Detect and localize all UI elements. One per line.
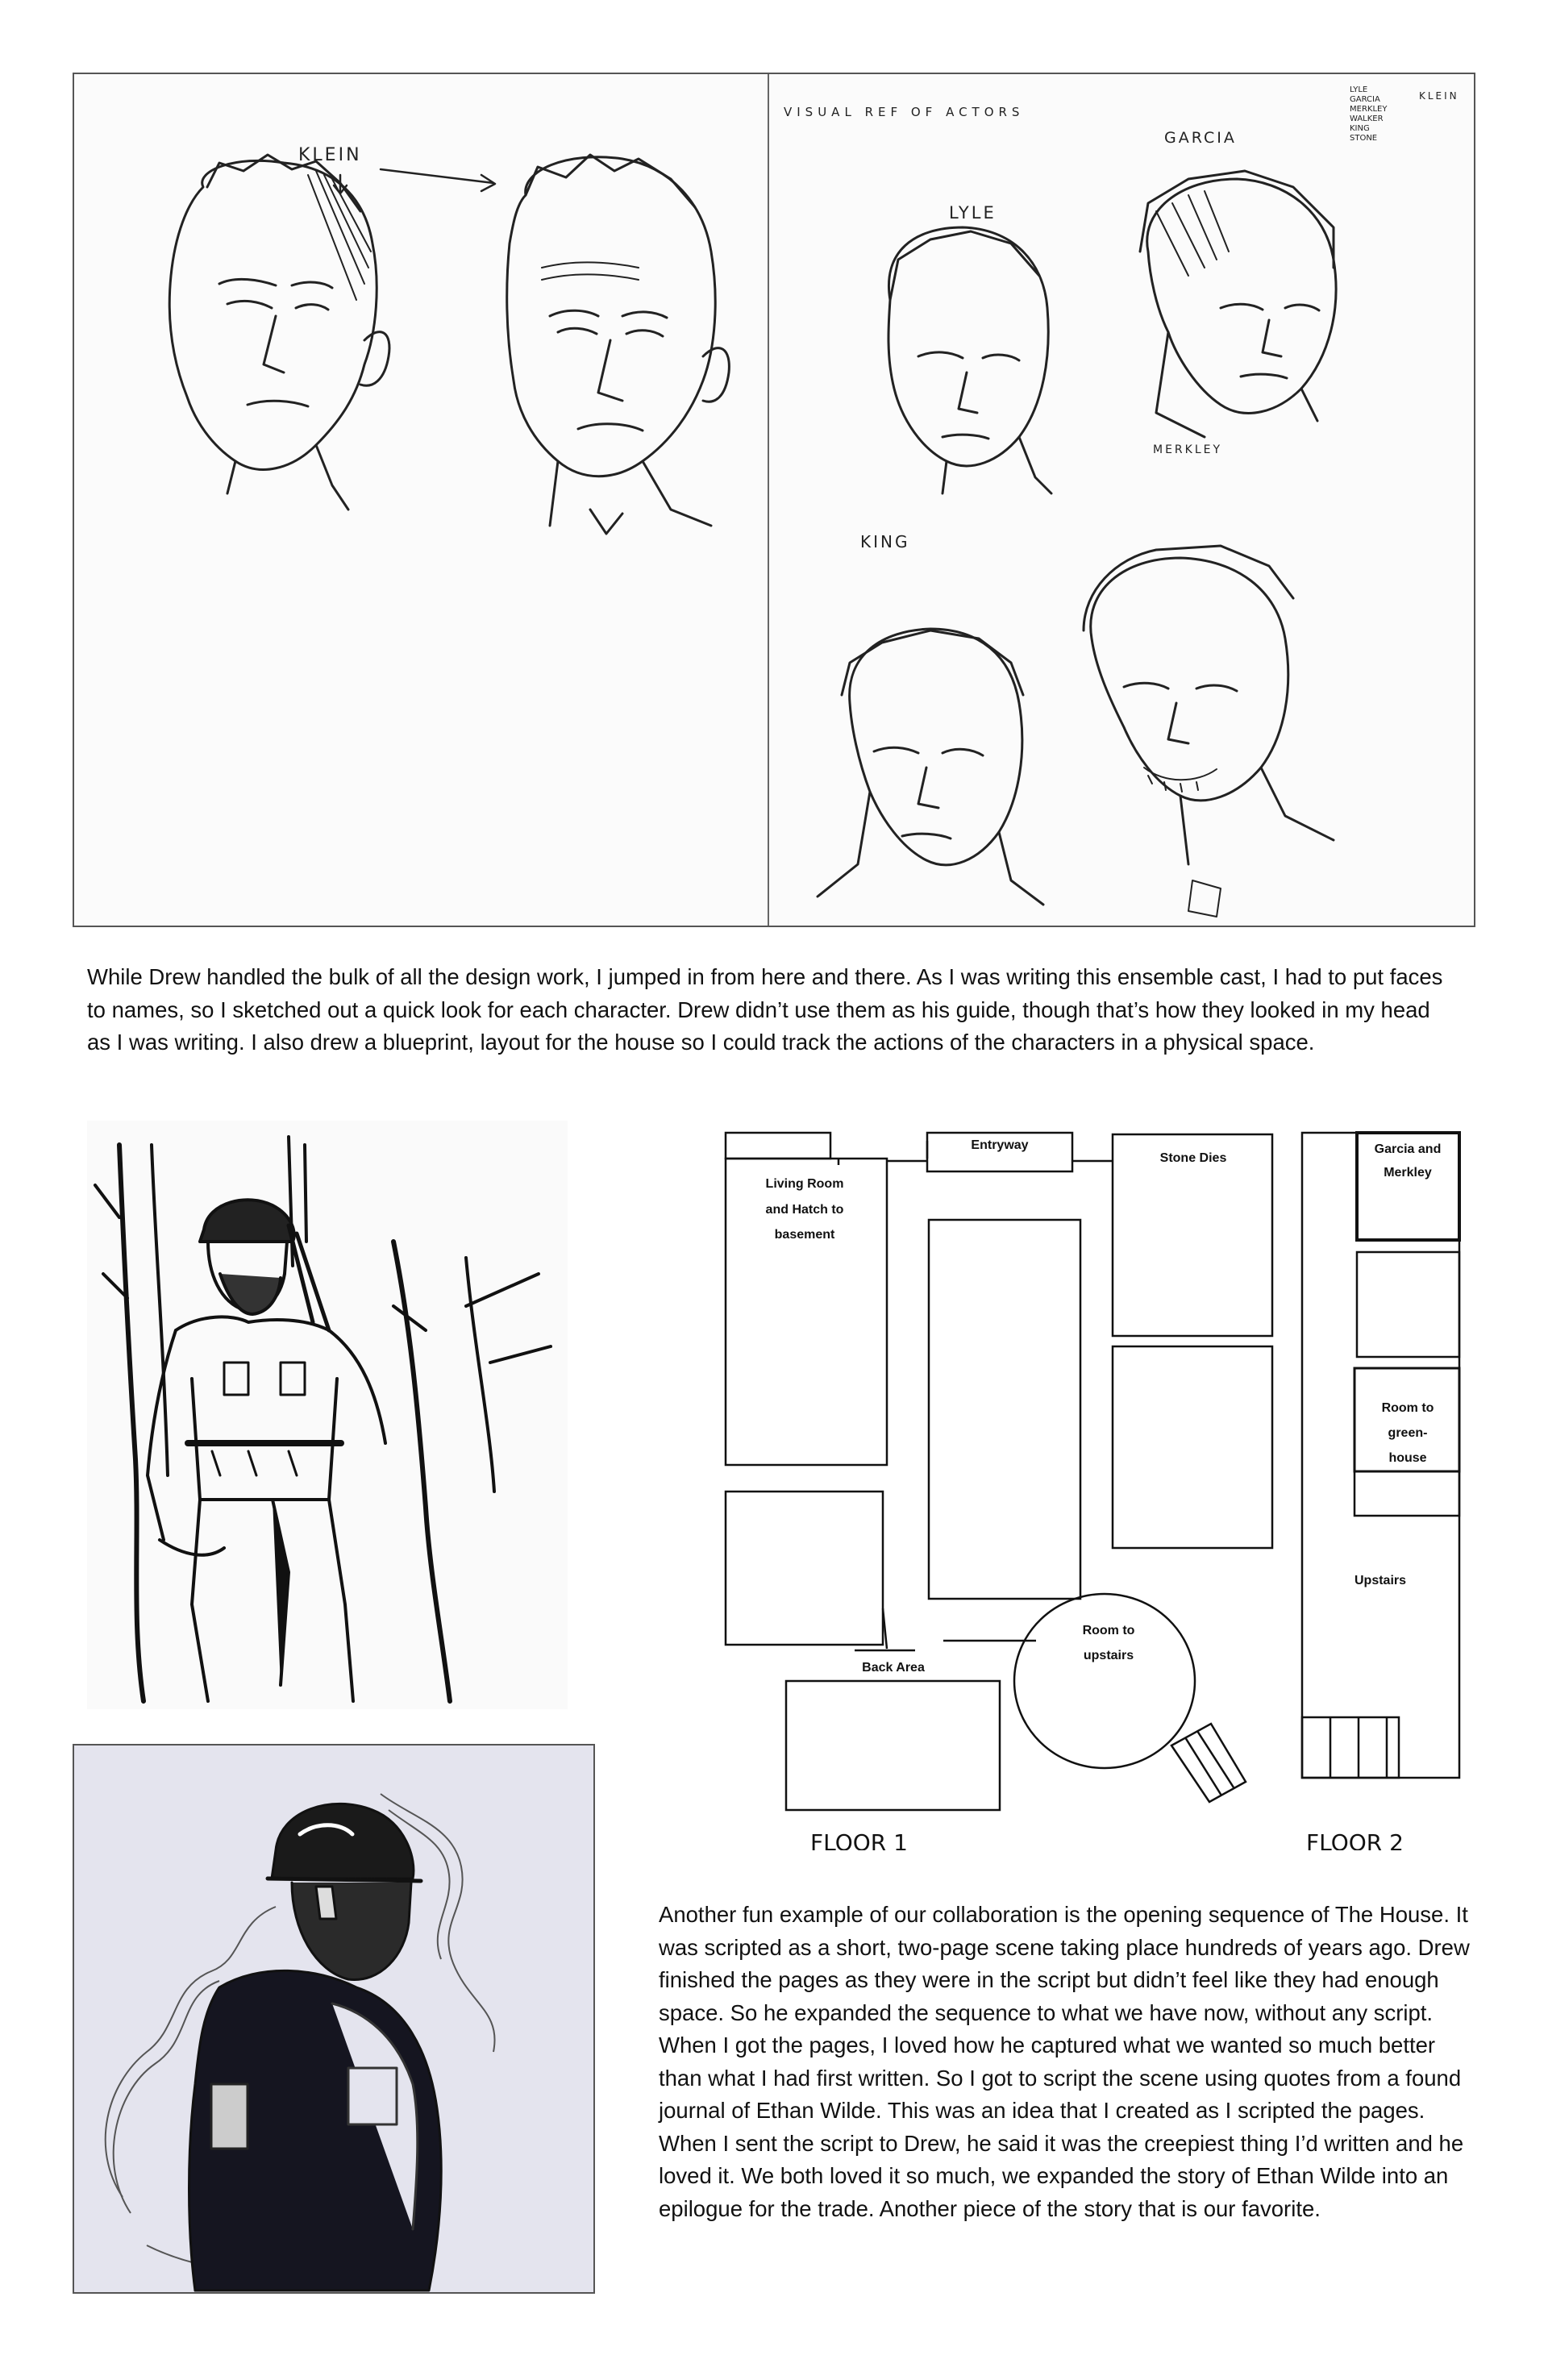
king-label: KING	[860, 532, 910, 551]
room-to-greenhouse-label-line3: house	[1388, 1451, 1427, 1465]
cast-list-item: GARCIA	[1350, 95, 1380, 104]
cast-list-item: STONE	[1350, 134, 1378, 143]
cast-sketches	[769, 74, 1475, 926]
entryway-label: Entryway	[971, 1138, 1029, 1152]
floor2-lower-room	[1354, 1471, 1459, 1516]
garcia-label: GARCIA	[1164, 129, 1237, 147]
character-sketch-sheet	[73, 73, 1475, 927]
cast-list-item: MERKLEY	[1350, 105, 1388, 114]
room-to-greenhouse-label-line1: Room to	[1381, 1401, 1434, 1415]
room-to-upstairs-label-line2: upstairs	[1083, 1649, 1134, 1662]
upstairs-label: Upstairs	[1354, 1574, 1407, 1587]
soldier-painting	[74, 1745, 593, 2292]
stone-dies-label: Stone Dies	[1159, 1151, 1227, 1165]
klein-label: KLEIN	[298, 145, 362, 165]
living-room-label-line2: and Hatch to	[765, 1203, 844, 1217]
cast-list-item: KING	[1350, 124, 1370, 133]
garcia-merkley-label-line2: Merkley	[1384, 1166, 1432, 1180]
soldier-wash-painting	[73, 1744, 595, 2294]
cast-list-item: WALKER	[1350, 114, 1384, 123]
merkley-label: MERKLEY	[1153, 443, 1223, 456]
living-room-label-line1: Living Room	[765, 1177, 844, 1191]
house-floor-plan	[718, 1125, 1475, 1850]
cast-note-right: KLEIN	[1419, 90, 1459, 102]
cast-list-item: LYLE	[1350, 85, 1368, 94]
living-room-label-line3: basement	[774, 1228, 835, 1242]
floor1-center-hall	[929, 1220, 1080, 1599]
lyle-label: LYLE	[949, 203, 997, 223]
cast-list	[1350, 85, 1387, 144]
intro-paragraph: While Drew handled the bulk of all the design work, I jumped in from here and there. As I was writing this ensemble cast, I had to put faces to names, so I sketched out a quick look for each character. Drew didn’t use them as his guide, though that’s how they looked in my head as I was writing. I also drew a blueprint, layout for the house so I could track the actions of the characters in a physical space.	[87, 964, 1443, 1055]
room-to-greenhouse-label-line2: green-	[1388, 1426, 1428, 1440]
floor1-left-room	[726, 1492, 883, 1645]
floor2-caption: FLOOR 2	[1306, 1829, 1404, 1850]
floor1-caption: FLOOR 1	[810, 1829, 908, 1850]
title-note: VISUAL REF OF ACTORS	[784, 105, 1025, 119]
soldier-drawing	[87, 1121, 568, 1709]
floor2-outline	[1302, 1133, 1459, 1778]
floor1-right-room	[1113, 1346, 1272, 1548]
floor2-stairs	[1302, 1717, 1399, 1778]
garcia-merkley-label-line1: Garcia and	[1374, 1142, 1442, 1156]
soldier-ink-sketch	[87, 1121, 568, 1709]
back-area-label: Back Area	[862, 1661, 925, 1675]
klein-sketches	[74, 74, 768, 926]
room-to-upstairs-label-line1: Room to	[1082, 1624, 1135, 1637]
floor1-room-to-upstairs	[1014, 1594, 1195, 1768]
floor1-wall-top-left	[726, 1133, 830, 1159]
floor1-back-area	[786, 1681, 1000, 1810]
floor2-mid-room	[1357, 1252, 1459, 1357]
collab-paragraph: Another fun example of our collaboration is the opening sequence of The House. It was scripted as a short, two-page scene taking place hundreds of years ago. Drew finished the pages as they were in the script but didn’t feel like they had enough space. So he expanded the sequence to what we have now, without any script. When I got the pages, I loved how he captured what we wanted so much better than what I had first written. So I got to script the scene using quotes from a found journal of Ethan Wilde. This was an idea that I created as I scripted the pages. When I sent the script to Drew, he said it was the creepiest thing I’d written and he loved it. We both loved it so much, we expanded the story of Ethan Wilde into an epilogue for the trade. Another piece of the story that is our favorite.	[659, 1902, 1470, 2221]
